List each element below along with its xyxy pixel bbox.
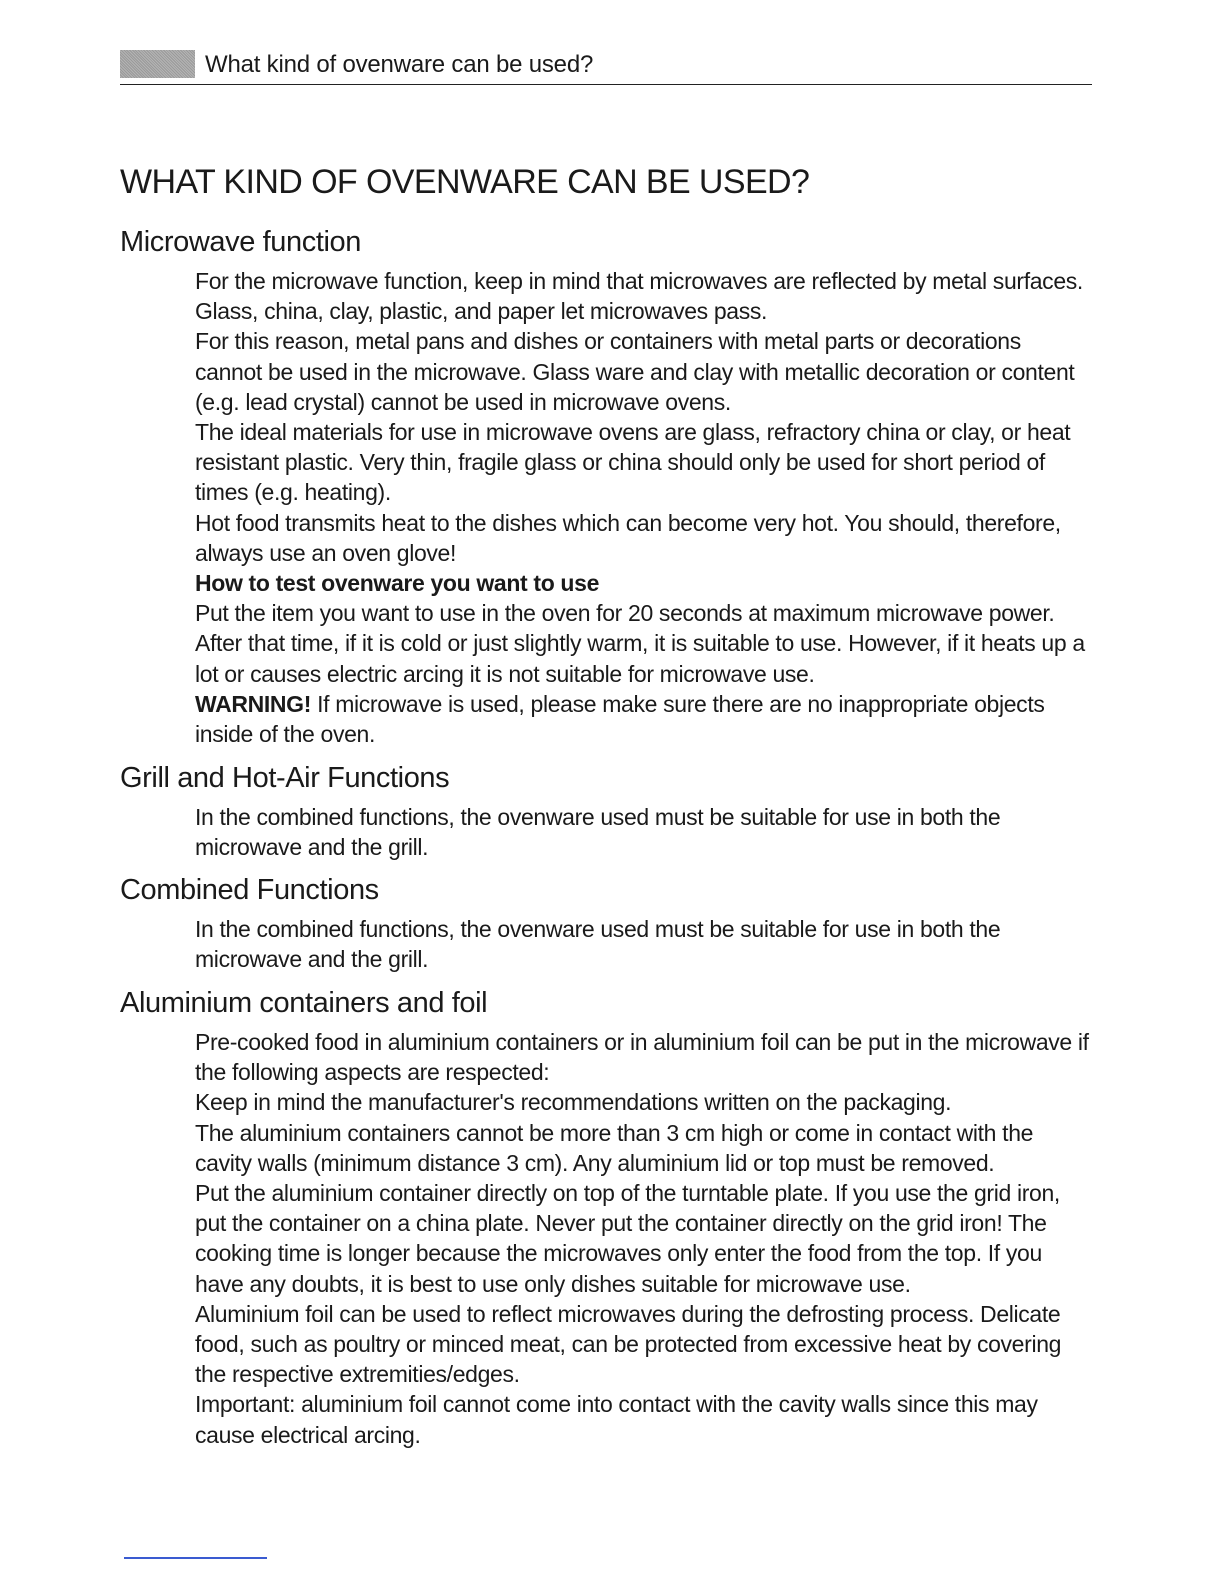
section-heading: Microwave function <box>120 226 362 258</box>
paragraph: For this reason, metal pans and dishes or containers with metal parts or decorations cannot be used in the microwave. Glass ware and clay with metallic decoration or content (e.g. lead crystal) cannot be used in microwave ovens. <box>195 328 1075 415</box>
paragraph: Put the aluminium container directly on top of the turntable plate. If you use the grid iron, put the container on a china plate. Never put the container directly on the grid iron! The cooking time is longer because the microwaves only enter the food from the top. If you have any doubts, it is best to use only dishes suitable for microwave use. <box>195 1180 1060 1297</box>
section-body <box>195 802 1092 862</box>
warning-label: WARNING! <box>195 690 312 717</box>
paragraph: Important: aluminium foil cannot come into contact with the cavity walls since this may cause electrical arcing. <box>195 1391 1038 1448</box>
warning-paragraph <box>195 689 1092 749</box>
section-grill-hot-air <box>120 760 1092 862</box>
paragraph: Put the item you want to use in the oven for 20 seconds at maximum microwave power. After that time, if it is cold or just slightly warm, it is suitable to use. However, if it heats up a lot or causes electric arcing it is not suitable for microwave use. <box>195 600 1085 687</box>
page-title: WHAT KIND OF OVENWARE CAN BE USED? <box>120 163 810 201</box>
section-heading: Combined Functions <box>120 874 379 906</box>
running-header <box>120 48 1092 85</box>
footer-link-underline <box>124 1557 267 1559</box>
paragraph: In the combined functions, the ovenware used must be suitable for use in both the microwave and the grill. <box>195 804 1001 861</box>
paragraph: Pre-cooked food in aluminium containers or in aluminium foil can be put in the microwave if the following aspects are respected: <box>195 1029 1089 1086</box>
section-body <box>195 914 1092 974</box>
paragraph: Hot food transmits heat to the dishes which can become very hot. You should, therefore, always use an oven glove! <box>195 509 1061 566</box>
paragraph: Keep in mind the manufacturer's recommendations written on the packaging. <box>195 1089 952 1116</box>
section-aluminium <box>120 985 1092 1450</box>
section-microwave-function <box>120 224 1092 749</box>
paragraph: Aluminium foil can be used to reflect microwaves during the defrosting process. Delicate food, such as poultry or minced meat, can be protected from excessive heat by covering the respective extremities/edges. <box>195 1300 1062 1388</box>
warning-text: If microwave is used, please make sure there are no inappropriate objects inside of the oven. <box>195 690 1045 748</box>
running-header-title: What kind of ovenware can be used? <box>205 51 594 78</box>
paragraph: The aluminium containers cannot be more than 3 cm high or come in contact with the cavity walls (minimum distance 3 cm). Any aluminium lid or top must be removed. <box>195 1119 1034 1176</box>
paragraph: In the combined functions, the ovenware used must be suitable for use in both the microwave and the grill. <box>195 916 1001 973</box>
paragraph: The ideal materials for use in microwave ovens are glass, refractory china or clay, or heat resistant plastic. Very thin, fragile glass or china should only be used for short period of times (e.g. heating). <box>195 419 1071 506</box>
section-body <box>195 1027 1092 1450</box>
section-heading: Grill and Hot-Air Functions <box>120 762 450 794</box>
section-combined-functions <box>120 872 1092 974</box>
subheading-test-ovenware: How to test ovenware you want to use <box>195 570 600 597</box>
section-heading: Aluminium containers and foil <box>120 987 488 1019</box>
header-marker-block <box>120 50 195 78</box>
section-body <box>195 266 1092 749</box>
paragraph: For the microwave function, keep in mind that microwaves are reflected by metal surfaces. Glass, china, clay, plastic, and paper let microwaves pass. <box>195 268 1083 325</box>
